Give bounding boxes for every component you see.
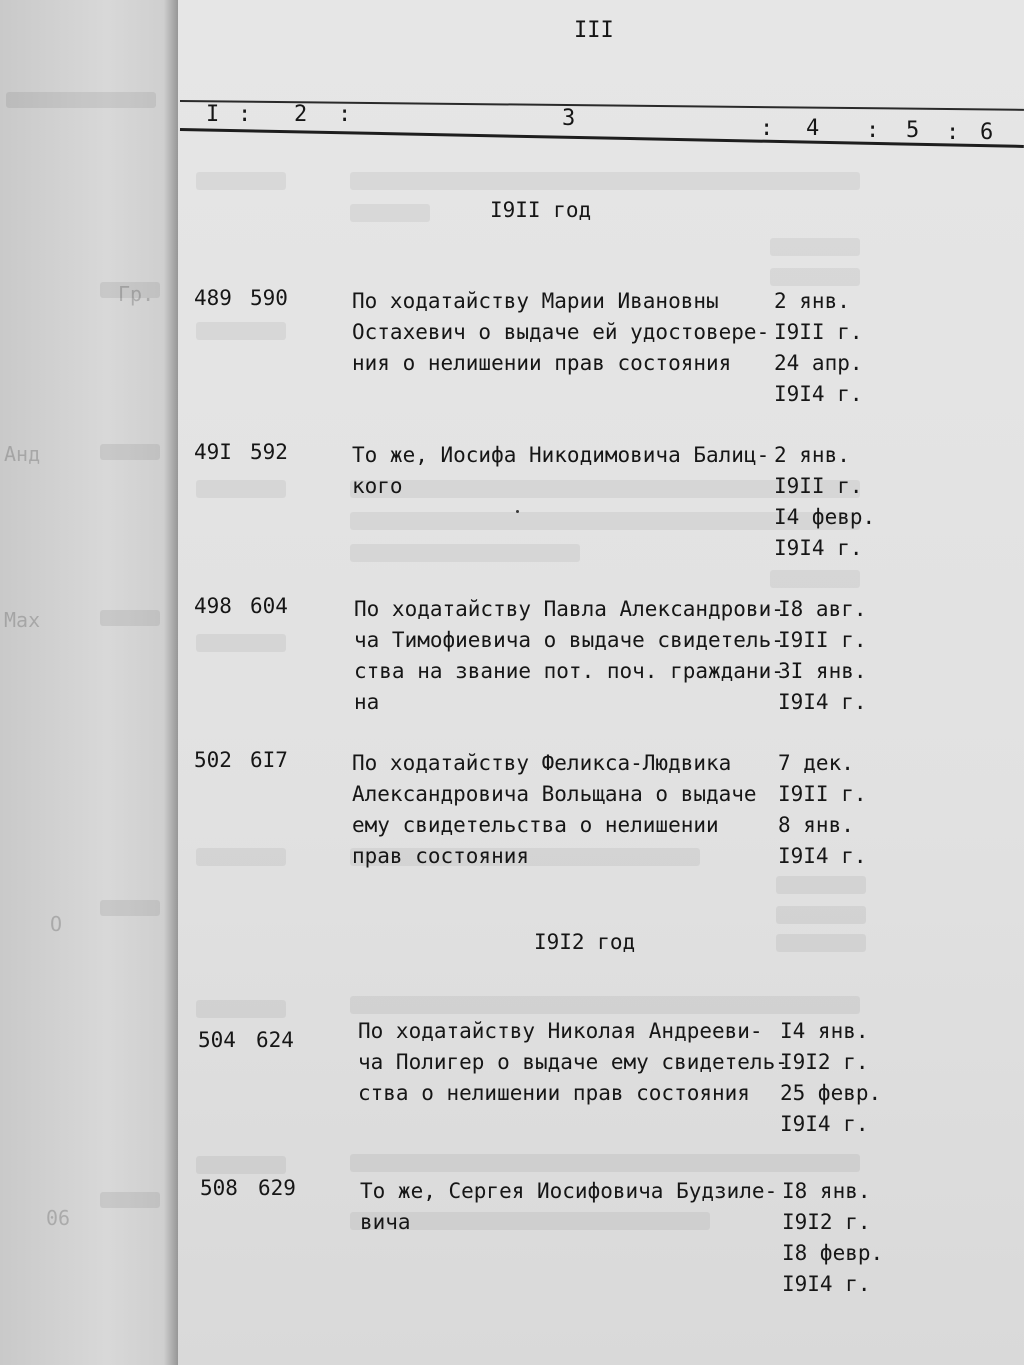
date-line: 2 янв. <box>774 289 850 313</box>
left-page-edge <box>0 0 178 1365</box>
bleed-through <box>350 544 580 562</box>
entry-dates <box>774 286 863 410</box>
column-header-separator: : <box>338 102 352 127</box>
bleed-through <box>350 1154 860 1172</box>
date-line: 2 янв. <box>774 443 850 467</box>
date-line: I9I4 г. <box>774 536 863 560</box>
bleed-through <box>350 204 430 222</box>
description-line: ему свидетельства о нелишении <box>352 813 719 837</box>
column-header-6: 6 <box>980 120 994 145</box>
description-line: ства на звание пот. поч. граждани- <box>354 659 784 683</box>
date-line: I9I2 г. <box>782 1210 871 1234</box>
left-page-number-bleed <box>100 610 160 626</box>
entry-col1-number: 49I <box>194 440 232 464</box>
date-line: I9II г. <box>778 628 867 652</box>
column-header-1: I <box>206 102 220 127</box>
entry-col2-number: 592 <box>250 440 288 464</box>
description-line: вича <box>360 1210 411 1234</box>
date-line: I8 янв. <box>782 1179 871 1203</box>
entry-col2-number: 590 <box>250 286 288 310</box>
column-header-separator: : <box>946 120 960 145</box>
description-line: Остахевич о выдаче ей удостовере- <box>352 320 770 344</box>
bleed-through <box>770 570 860 588</box>
left-page-fragment: О <box>50 912 63 936</box>
date-line: I9II г. <box>774 320 863 344</box>
column-header-separator: : <box>238 102 252 127</box>
entry-description <box>352 286 769 379</box>
date-line: 25 февр. <box>780 1081 882 1105</box>
entry-dates <box>782 1176 883 1300</box>
description-line: ча Полигер о выдаче ему свидетель- <box>358 1050 788 1074</box>
date-line: 24 апр. <box>774 351 863 375</box>
entry-col1-number: 504 <box>198 1028 236 1052</box>
bleed-through <box>196 480 286 498</box>
description-line: ния о нелишении прав состояния <box>352 351 732 375</box>
date-line: I9II г. <box>774 474 863 498</box>
date-line: I4 февр. <box>774 505 876 529</box>
description-line: Александровича Вольщана о выдаче <box>352 782 757 806</box>
date-line: 7 дек. <box>778 751 854 775</box>
entry-description <box>360 1176 777 1238</box>
column-header-3: 3 <box>562 106 576 131</box>
left-page-fragment: Гр. <box>118 282 155 306</box>
entry-col1-number: 498 <box>194 594 232 618</box>
description-line: ча Тимофиевича о выдаче свидетель- <box>354 628 784 652</box>
description-line: кого <box>352 474 403 498</box>
entry-col2-number: 6I7 <box>250 748 288 772</box>
entry-description <box>352 440 769 502</box>
date-line: I9II г. <box>778 782 867 806</box>
left-page-number-bleed <box>100 1192 160 1208</box>
bleed-through <box>196 848 286 866</box>
left-page-fragment: 06 <box>46 1206 71 1230</box>
description-line: То же, Иосифа Никодимовича Балиц- <box>352 443 770 467</box>
bleed-through <box>196 1156 286 1174</box>
date-line: I9I4 г. <box>774 382 863 406</box>
description-line: По ходатайству Феликса-Людвика <box>352 751 732 775</box>
description-line: То же, Сергея Иосифовича Будзиле- <box>360 1179 778 1203</box>
paper-speck <box>516 510 519 513</box>
left-page-number-bleed <box>100 444 160 460</box>
bleed-through <box>196 1000 286 1018</box>
left-page-fragment: Анд <box>4 442 41 466</box>
column-header-separator: : <box>866 118 880 143</box>
date-line: I9I4 г. <box>782 1272 871 1296</box>
column-header-separator: : <box>760 116 774 141</box>
bleed-through <box>776 934 866 952</box>
bleed-through <box>776 876 866 894</box>
date-line: I8 февр. <box>782 1241 884 1265</box>
entry-description <box>352 748 757 872</box>
bleed-through <box>776 906 866 924</box>
bleed-through <box>196 634 286 652</box>
column-header-5: 5 <box>906 118 920 143</box>
bleed-through <box>770 268 860 286</box>
entry-dates <box>778 748 867 872</box>
date-line: I9I4 г. <box>778 690 867 714</box>
entry-col1-number: 489 <box>194 286 232 310</box>
entry-dates <box>778 594 867 718</box>
description-line: По ходатайству Марии Ивановны <box>352 289 719 313</box>
description-line: прав состояния <box>352 844 530 868</box>
date-line: 8 янв. <box>778 813 854 837</box>
description-line: По ходатайству Павла Александрови- <box>354 597 784 621</box>
bleed-through <box>350 996 860 1014</box>
entry-description <box>358 1016 788 1109</box>
year-heading: I9I2 год <box>534 930 636 954</box>
description-line: на <box>354 690 380 714</box>
entry-col1-number: 508 <box>200 1176 238 1200</box>
entry-col2-number: 629 <box>258 1176 296 1200</box>
date-line: I4 янв. <box>780 1019 869 1043</box>
bleed-through <box>196 172 286 190</box>
date-line: I9I4 г. <box>780 1112 869 1136</box>
date-line: I8 авг. <box>778 597 867 621</box>
book-gutter-shadow <box>164 0 178 1365</box>
description-line: ства о нелишении прав состояния <box>358 1081 750 1105</box>
entry-dates <box>774 440 875 564</box>
description-line: По ходатайству Николая Андрееви- <box>358 1019 763 1043</box>
date-line: 3I янв. <box>778 659 867 683</box>
column-header-row <box>0 94 1024 144</box>
bleed-through <box>196 322 286 340</box>
entry-col1-number: 502 <box>194 748 232 772</box>
entry-col2-number: 624 <box>256 1028 294 1052</box>
year-heading: I9II год <box>490 198 592 222</box>
date-line: I9I4 г. <box>778 844 867 868</box>
column-header-2: 2 <box>294 102 308 127</box>
bleed-through <box>770 238 860 256</box>
entry-dates <box>780 1016 881 1140</box>
date-line: I9I2 г. <box>780 1050 869 1074</box>
entry-col2-number: 604 <box>250 594 288 618</box>
left-page-fragment: Мах <box>4 608 41 632</box>
column-header-4: 4 <box>806 116 820 141</box>
entry-description <box>354 594 784 718</box>
left-page-number-bleed <box>100 900 160 916</box>
bleed-through <box>350 172 860 190</box>
page-number: III <box>574 18 614 43</box>
